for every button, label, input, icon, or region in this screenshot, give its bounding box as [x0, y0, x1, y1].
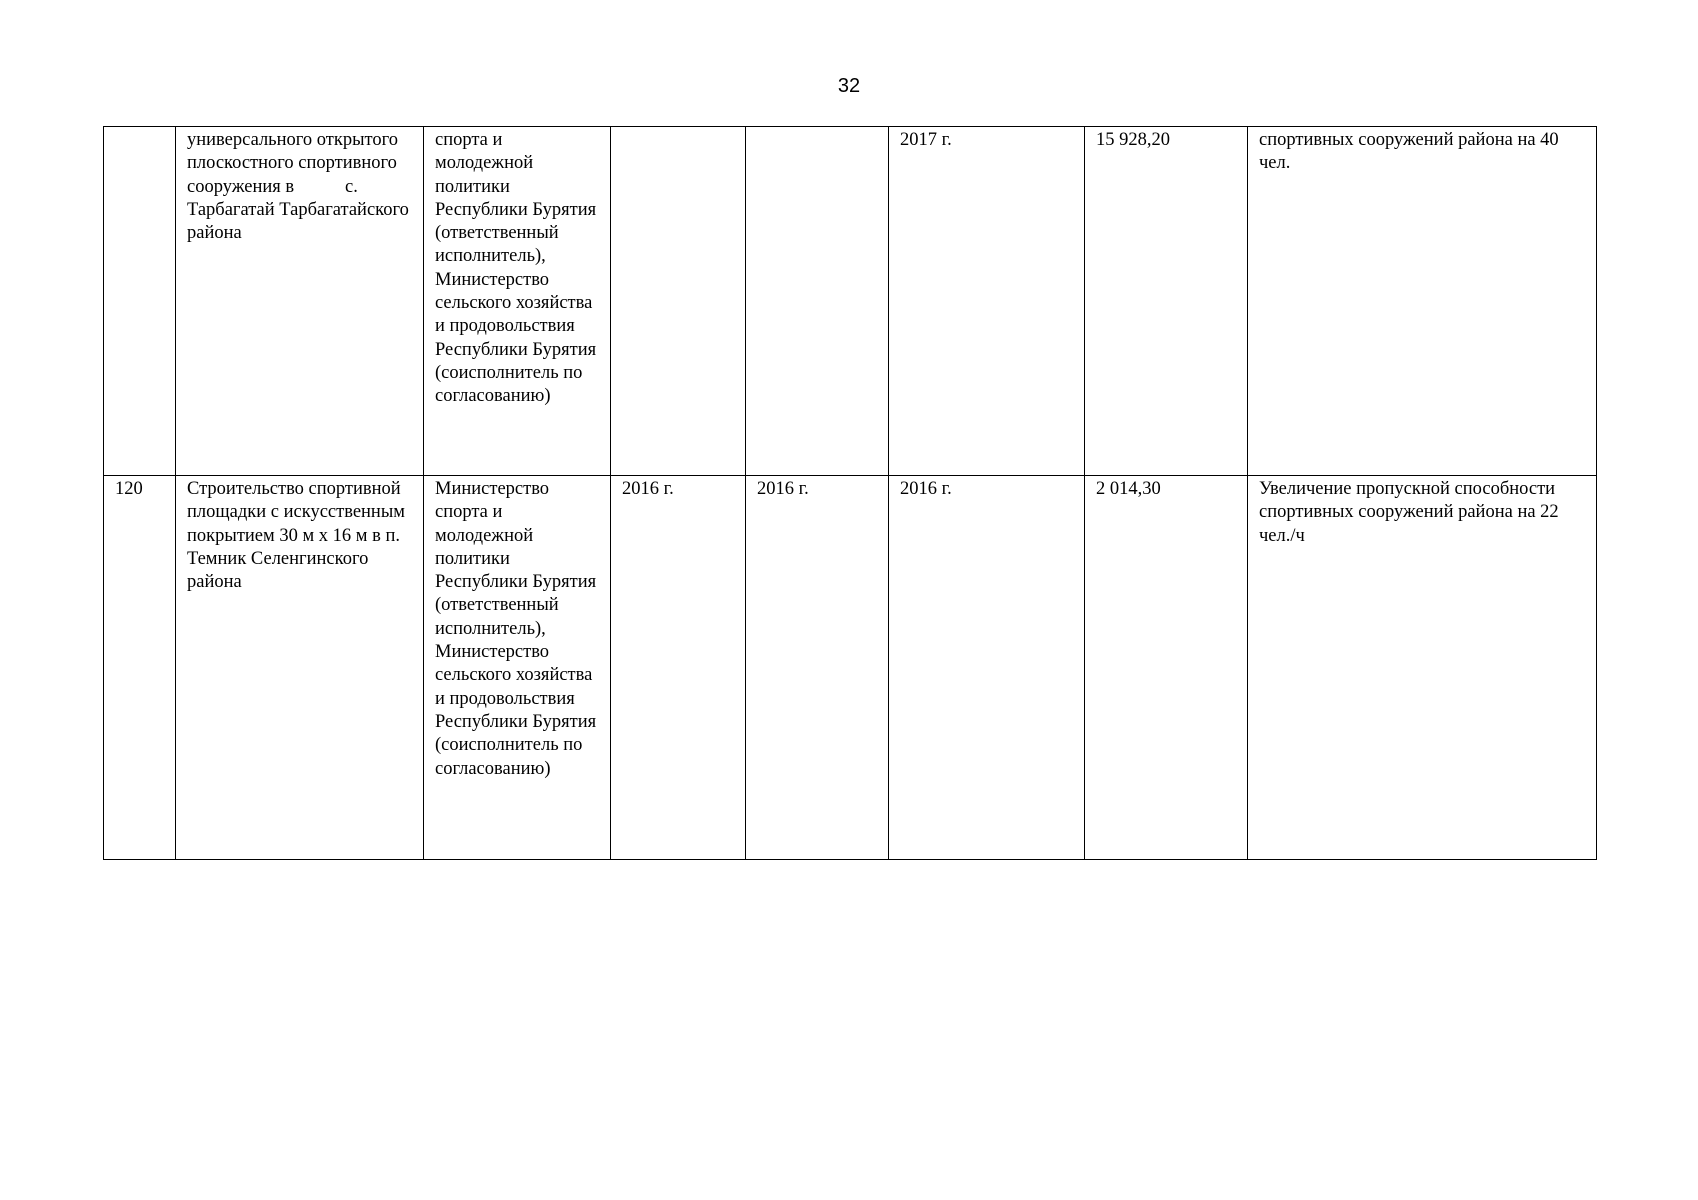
cell-result: спортивных сооружений района на 40 чел.: [1248, 127, 1597, 476]
cell-year: 2016 г.: [889, 476, 1085, 860]
program-table: [103, 126, 1597, 860]
cell-executor: спорта и молодежной политики Республики Бурятия (ответственный исполнитель), Министерство сельского хозяйства и продовольствия Республики Бурятия (соисполнитель по согласованию): [424, 127, 611, 476]
page-number: 32: [837, 75, 861, 97]
cell-end-date: 2016 г.: [746, 476, 889, 860]
cell-year: 2017 г.: [889, 127, 1085, 476]
cell-result: Увеличение пропускной способности спортивных сооружений района на 22 чел./ч: [1248, 476, 1597, 860]
cell-executor: Министерство спорта и молодежной политики Республики Бурятия (ответственный исполнитель), Министерство сельского хозяйства и продовольствия Республики Бурятия (соисполнитель по согласованию): [424, 476, 611, 860]
cell-start-date: [611, 127, 746, 476]
cell-event-name: универсального открытого плоскостного спортивного сооружения в с. Тарбагатай Тарбагатайского района: [176, 127, 424, 476]
cell-amount: 15 928,20: [1085, 127, 1248, 476]
cell-end-date: [746, 127, 889, 476]
cell-number: [104, 127, 176, 476]
cell-event-name: Строительство спортивной площадки с искусственным покрытием 30 м х 16 м в п. Темник Селенгинского района: [176, 476, 424, 860]
cell-start-date: 2016 г.: [611, 476, 746, 860]
cell-number: 120: [104, 476, 176, 860]
table-row: [104, 476, 1597, 860]
cell-amount: 2 014,30: [1085, 476, 1248, 860]
table-row: [104, 127, 1597, 476]
